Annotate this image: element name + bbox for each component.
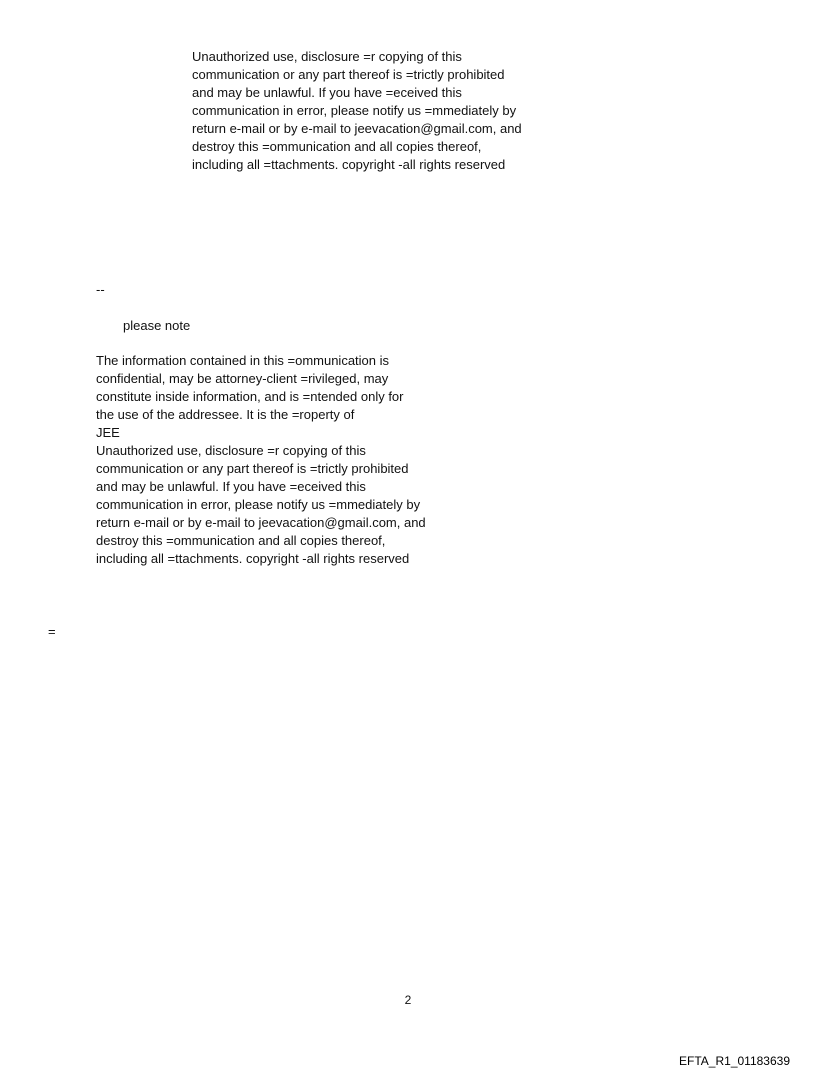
disclaimer-line: return e-mail or by e-mail to jeevacation@gmail.com, and: [192, 121, 522, 136]
please-note-heading: please note: [123, 318, 191, 333]
disclaimer-line: Unauthorized use, disclosure =r copying of this: [96, 443, 366, 458]
disclaimer-line: communication or any part thereof is =trictly prohibited: [192, 67, 505, 82]
disclaimer-line: constitute inside information, and is =ntended only for: [96, 389, 404, 404]
disclaimer-line: confidential, may be attorney-client =rivileged, may: [96, 371, 389, 386]
page-number: 2: [404, 993, 412, 1007]
disclaimer-line: return e-mail or by e-mail to jeevacation@gmail.com, and: [96, 515, 426, 530]
disclaimer-line: The information contained in this =ommunication is: [96, 353, 390, 368]
disclaimer-line: destroy this =ommunication and all copies thereof,: [192, 139, 482, 154]
disclaimer-block-top: [192, 48, 522, 174]
disclaimer-line: Unauthorized use, disclosure =r copying of this: [192, 49, 462, 64]
disclaimer-line: communication in error, please notify us =mmediately by: [192, 103, 517, 118]
bates-number: EFTA_R1_01183639: [679, 1054, 790, 1068]
disclaimer-line: communication in error, please notify us =mmediately by: [96, 497, 421, 512]
disclaimer-line: destroy this =ommunication and all copies thereof,: [96, 533, 386, 548]
equals-mark: =: [48, 624, 56, 639]
disclaimer-line: the use of the addressee. It is the =roperty of: [96, 407, 355, 422]
signature-separator: --: [96, 282, 105, 297]
disclaimer-line: including all =ttachments. copyright -all rights reserved: [192, 157, 506, 172]
disclaimer-line: JEE: [96, 425, 120, 440]
disclaimer-block-bottom: [96, 352, 426, 568]
disclaimer-line: and may be unlawful. If you have =eceived this: [192, 85, 462, 100]
disclaimer-line: including all =ttachments. copyright -all rights reserved: [96, 551, 410, 566]
disclaimer-line: and may be unlawful. If you have =eceived this: [96, 479, 366, 494]
disclaimer-line: communication or any part thereof is =trictly prohibited: [96, 461, 409, 476]
